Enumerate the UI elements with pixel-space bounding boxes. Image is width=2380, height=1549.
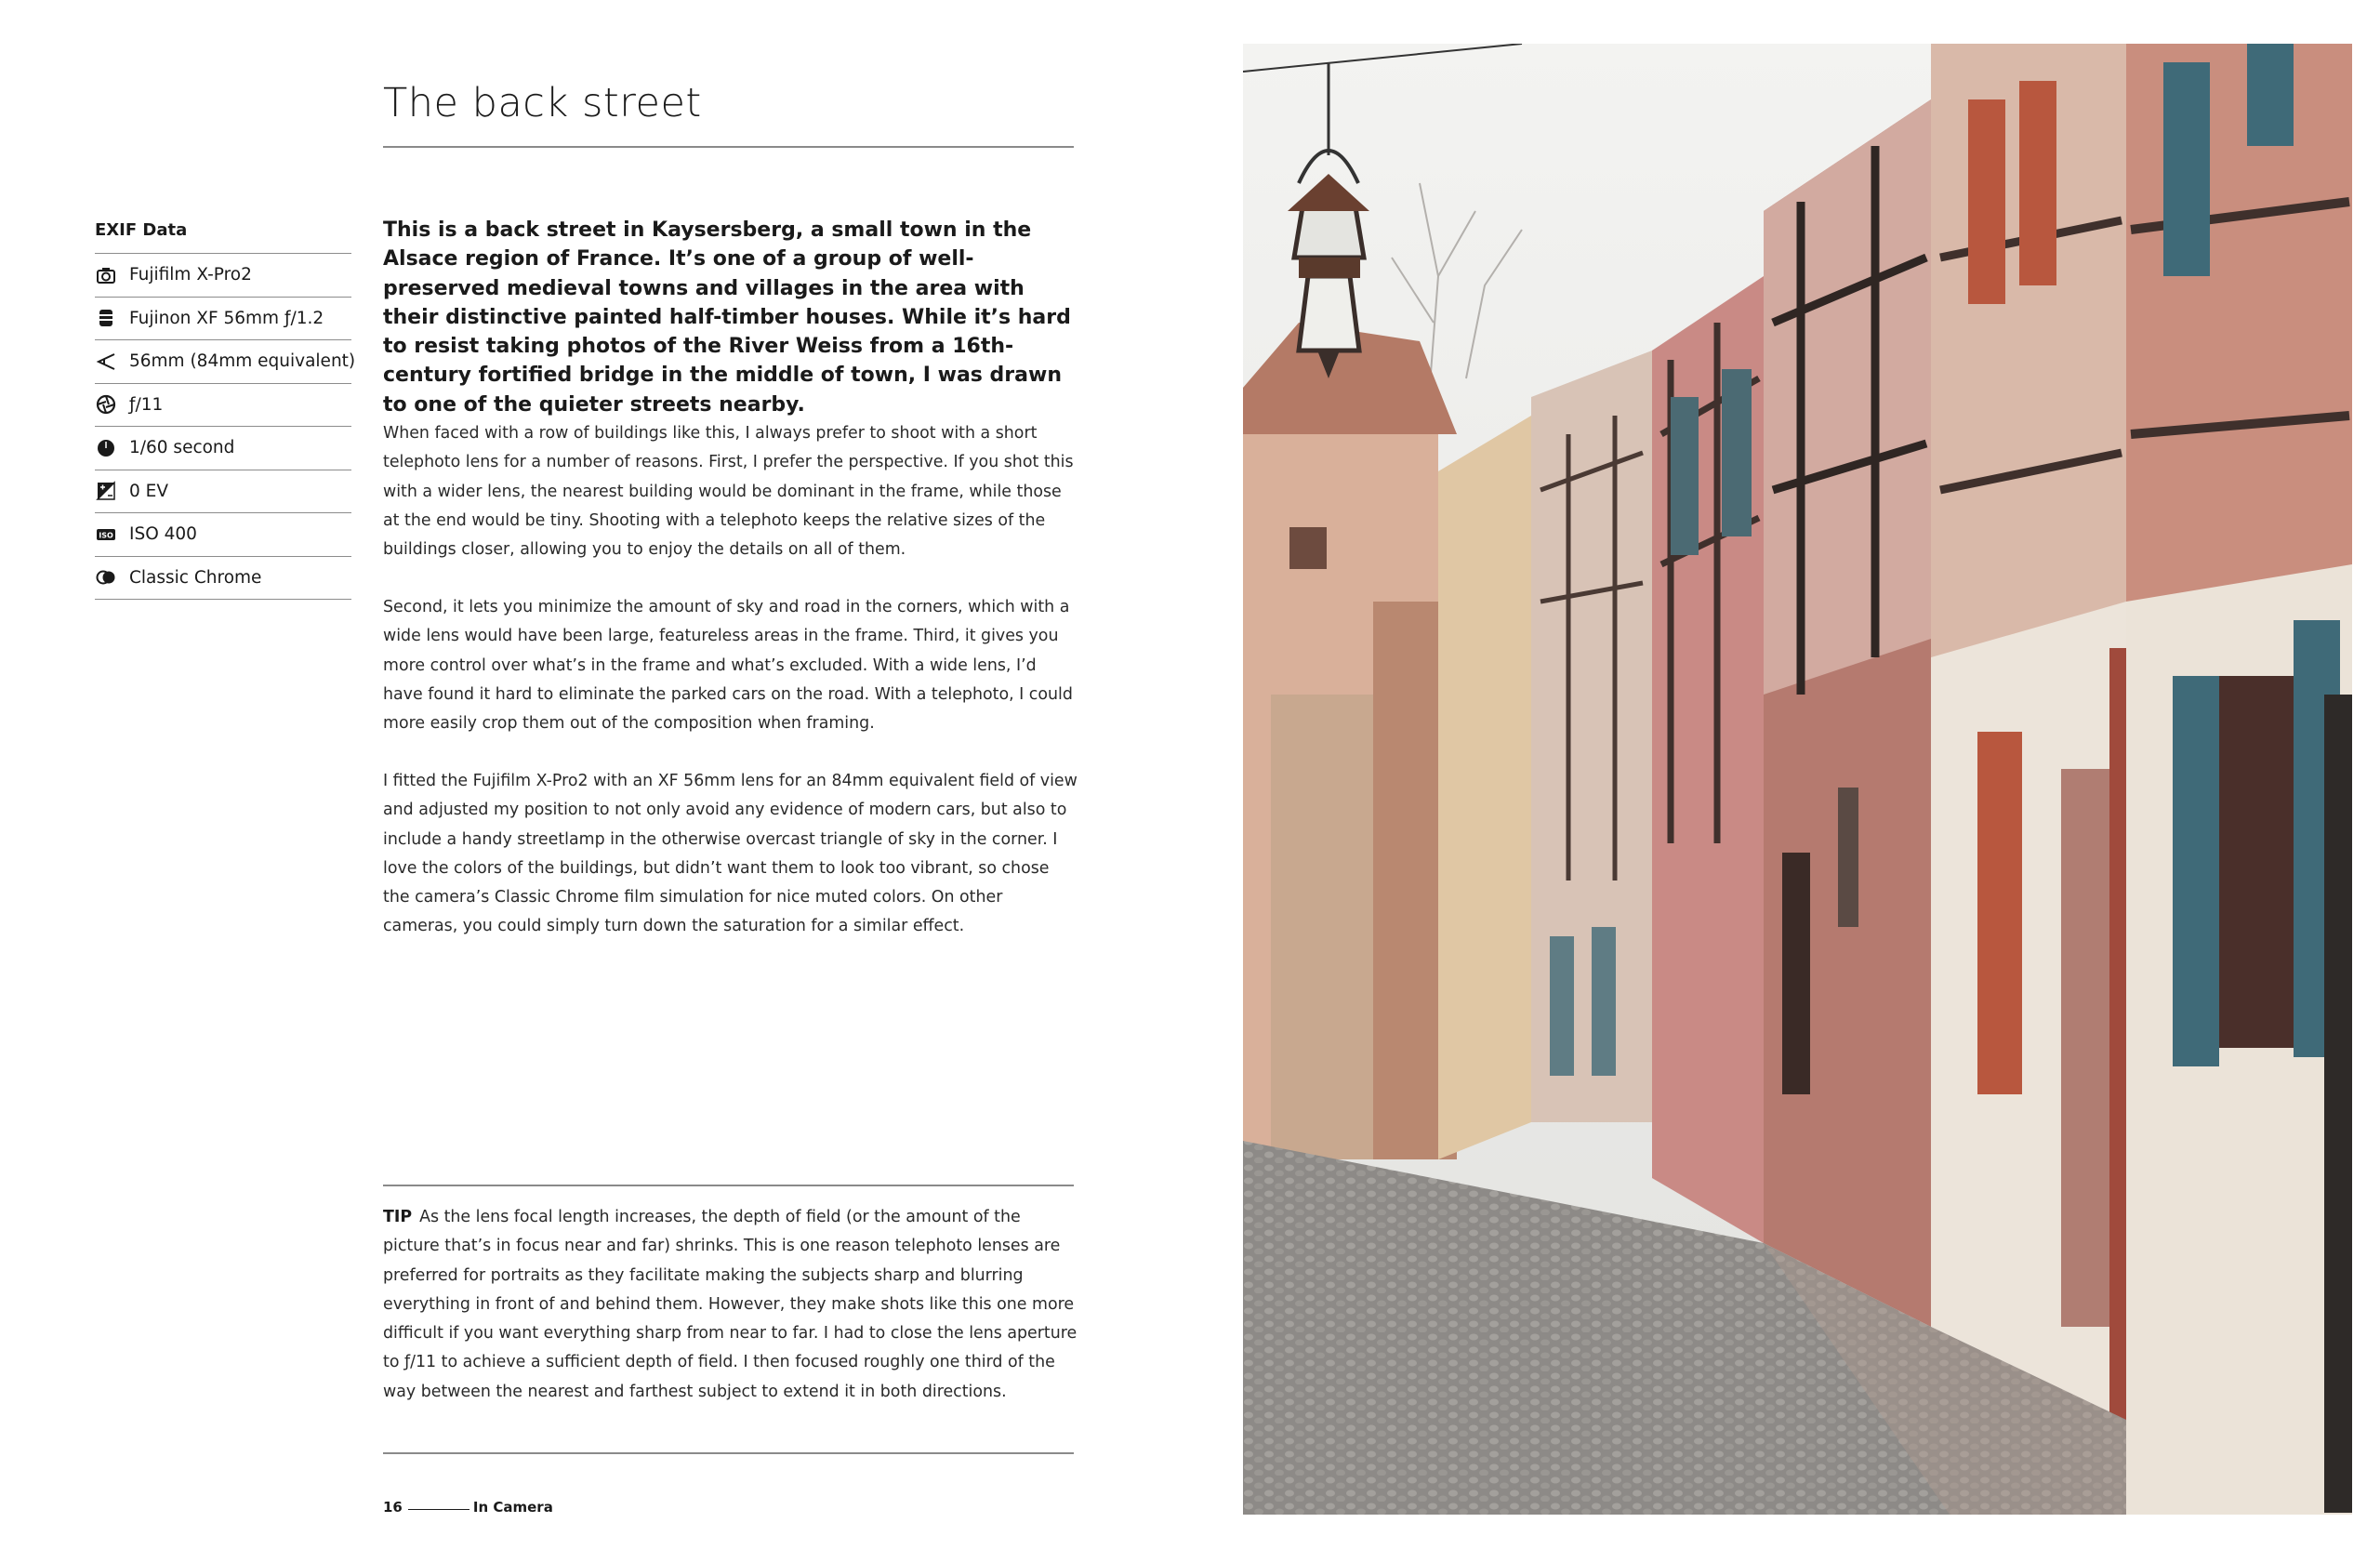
body-paragraph-1: When faced with a row of buildings like this, I always prefer to shoot with a short telephoto lens for a number of reasons. First, I prefer the perspective. If you shot this with a wider lens, the nearest building would be dominant in the frame, while those at the end would be tiny. Shooting with a telephoto keeps the relative sizes of the buildings closer, allowing you to enjoy the details on all of them.: [383, 424, 1074, 560]
focal-length-icon: [96, 351, 116, 372]
exif-panel: [95, 219, 356, 600]
title-divider: [383, 146, 1074, 148]
exif-label: ƒ/11: [129, 394, 164, 415]
exif-label: Classic Chrome: [129, 567, 262, 588]
footer-rule: [408, 1509, 469, 1510]
exif-label: 0 EV: [129, 481, 168, 501]
street-photo: [1243, 44, 2352, 1515]
body-paragraph-3: I fitted the Fujifilm X-Pro2 with an XF 56mm lens for an 84mm equivalent field of view and adjusted my position to not only avoid any evidence of modern cars, but also to include a handy streetlamp in the otherwise overcast triangle of sky in the corner. I love the colors of the buildings, but didn’t want them to look too vibrant, so chose the camera’s Classic Chrome film simulation for nice muted colors. On other cameras, you could simply turn down the saturation for a similar effect.: [383, 772, 1078, 936]
tip-label: TIP: [383, 1208, 413, 1226]
svg-text:ISO: ISO: [99, 531, 113, 540]
exif-label: 56mm (84mm equivalent): [129, 351, 356, 372]
tip-top-divider: [383, 1185, 1074, 1186]
exif-label: Fujinon XF 56mm ƒ/1.2: [129, 308, 324, 328]
iso-icon: [96, 524, 116, 545]
page-title: The back street: [383, 80, 702, 126]
exif-item-focal-length: [95, 340, 356, 384]
page-number: 16: [383, 1499, 403, 1516]
tip-text: As the lens focal length increases, the depth of field (or the amount of the picture that’s in focus near and far) shrinks. This is one reason telephoto lenses are preferred for portraits as they facilitate making the subjects sharp and blurring everything in front of and behind them. However, they make shots like this one more difficult if you want everything sharp from near to far. I had to close the lens aperture to ƒ/11 to achieve a sufficient depth of field. I then focused roughly one third of the way between the nearest and farthest subject to extend it in both directions.: [383, 1208, 1078, 1401]
exif-item-film-simulation: [95, 557, 351, 601]
lens-icon: [96, 308, 116, 328]
body-paragraph-2: Second, it lets you minimize the amount of sky and road in the corners, which with a wide lens would have been large, featureless areas in the frame. Third, it gives you more control over what’s in the frame and what’s excluded. With a wide lens, I’d have found it hard to eliminate the parked cars on the road. With a telephoto, I could more easily crop them out of the composition when framing.: [383, 598, 1073, 734]
exposure-compensation-icon: [96, 481, 116, 501]
film-simulation-icon: [96, 567, 116, 588]
section-name: In Camera: [472, 1499, 553, 1516]
exif-item-exposure: [95, 470, 351, 514]
exif-heading: EXIF Data: [95, 219, 351, 254]
exif-label: 1/60 second: [129, 438, 235, 458]
tip-bottom-divider: [383, 1452, 1074, 1454]
lead-paragraph: This is a back street in Kaysersberg, a small town in the Alsace region of France. It’s one of a group of well-preserved medieval towns and villages in the area with their distinctive painted half-timber houses. While it’s hard to resist taking photos of the River Weiss from a 16th-century fortified bridge in the middle of town, I was drawn to one of the quieter streets nearby.: [383, 218, 1071, 417]
exif-item-aperture: [95, 384, 351, 428]
exif-item-lens: [95, 298, 351, 341]
tip-box: [383, 1203, 1080, 1407]
street-photo-image: [1243, 44, 2352, 1515]
shutter-speed-icon: [96, 438, 116, 458]
exif-item-iso: [95, 513, 351, 557]
page-footer: [383, 1499, 553, 1516]
exif-label: ISO 400: [129, 524, 197, 545]
exif-label: Fujifilm X-Pro2: [129, 265, 252, 285]
exif-item-shutter-speed: [95, 427, 351, 470]
camera-icon: [96, 265, 116, 285]
aperture-icon: [96, 394, 116, 415]
exif-item-camera: [95, 254, 351, 298]
